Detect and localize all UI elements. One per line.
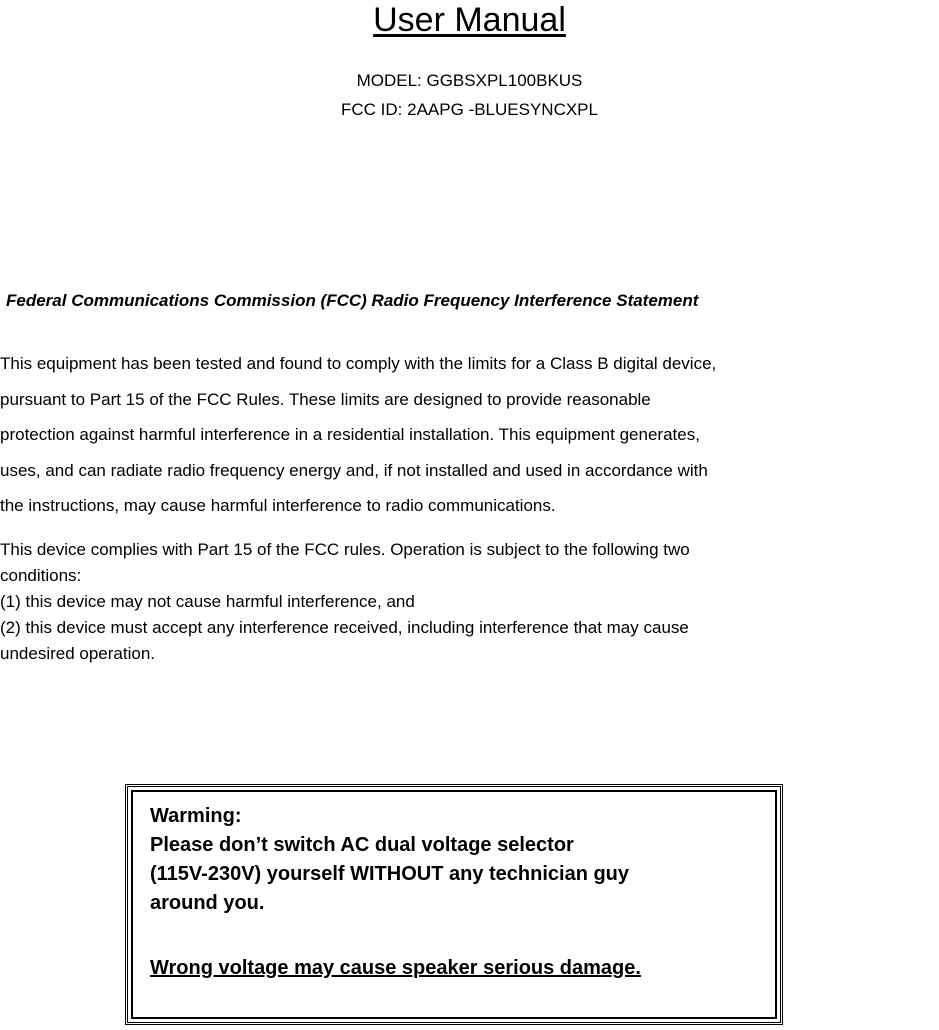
model-number: MODEL: GGBSXPL100BKUS	[356, 71, 583, 90]
condition-1: (1) this device may not cause harmful interference, and	[0, 592, 415, 611]
paragraph-line: This equipment has been tested and found to comply with the limits for a Class B digital device,	[0, 354, 717, 373]
warning-text	[150, 802, 765, 918]
paragraph-line: the instructions, may cause harmful interference to radio communications.	[0, 496, 556, 515]
paragraph-line: This device complies with Part 15 of the FCC rules. Operation is subject to the following two	[0, 540, 690, 559]
page-title	[0, 0, 939, 40]
warning-box-inner-border	[131, 790, 777, 1019]
fcc-statement-heading: Federal Communications Commission (FCC) Radio Frequency Interference Statement	[6, 291, 699, 310]
warning-box	[125, 784, 783, 1025]
paragraph-line: pursuant to Part 15 of the FCC Rules. These limits are designed to provide reasonable	[0, 389, 651, 409]
paragraph-line: protection against harmful interference in a residential installation. This equipment generates,	[0, 425, 700, 444]
condition-2: (2) this device must accept any interference received, including interference that may cause	[0, 618, 689, 637]
warning-label: Warming:	[150, 805, 242, 827]
warning-line: around you.	[150, 892, 265, 914]
fcc-compliance-paragraph	[0, 537, 939, 667]
paragraph-line: conditions:	[0, 566, 82, 585]
warning-line: Please don’t switch AC dual voltage selector	[150, 834, 574, 856]
paragraph-line: uses, and can radiate radio frequency energy and, if not installed and used in accordance with	[0, 460, 708, 480]
page-title-text: User Manual	[373, 1, 566, 39]
fcc-id: FCC ID: 2AAPG -BLUESYNCXPL	[341, 100, 598, 119]
warning-emphasis: Wrong voltage may cause speaker serious damage.	[150, 957, 641, 979]
warning-line: (115V-230V) yourself WITHOUT any technician guy	[150, 863, 630, 885]
paragraph-line: undesired operation.	[0, 644, 156, 663]
fcc-statement-paragraph	[0, 346, 939, 524]
